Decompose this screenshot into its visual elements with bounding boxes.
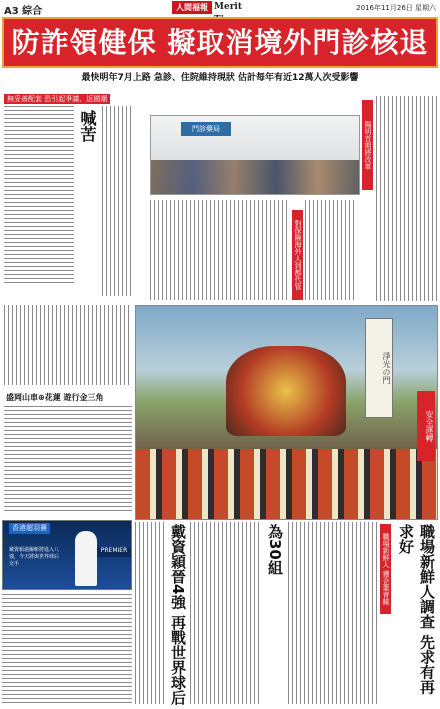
center-article-body [150,200,290,300]
parade-crowd [136,449,437,519]
crowd-image [151,160,359,194]
section-label: A3 綜合 [4,6,43,17]
tennis-banner: PREMIER [97,547,131,557]
right-article-tag: 陽明首期將改革 [362,100,373,190]
tennis-article-body-2 [135,522,165,704]
festival-float [226,346,346,436]
headline-banner [2,17,438,68]
center-subtitle-tag: 對保險海外人到都代管 [292,210,303,300]
pharmacy-sign: 門診藥局 [181,122,231,136]
newspaper-logo: 人間福報 [172,1,212,14]
tennis-player [75,531,97,586]
job-article-body [288,522,378,704]
safety-banner: 安全運轉 [417,391,435,461]
tennis-article-body [2,594,132,704]
clinic-photo [150,115,360,195]
job-tag: 職場新鮮人 獲企業青睞 [380,524,391,614]
tennis-photo-caption: 戴資穎過關斬將進入八強，今天將與世界球后交手 [9,547,60,567]
left-article-title: 喊苦 [78,110,97,142]
left-article-tag: 無妥善配套 恐引起爭議、返國潮 [4,94,110,104]
main-headline: 防詐領健保 擬取消境外門診核退 [11,26,429,59]
left-article-body-2 [102,106,132,296]
issue-date: 2016年11月26日 星期六 [356,4,436,12]
tennis-photo [2,520,132,590]
masthead [172,1,264,14]
temple-sign: 淨光の門 [365,318,393,418]
center-article-body-2 [305,200,357,300]
parade-photo [135,305,438,520]
page-header [0,0,440,16]
invoice-headline: 為30組 [266,524,284,575]
subheadline: 最快明年7月上路 急診、住院維持現狀 估計每年有近12萬人次受影響 [81,73,359,83]
invoice-article-body [190,522,262,704]
tennis-headline: 戴資穎晉4強 再戰世界球后 [169,524,187,705]
left-article-body [4,106,74,286]
newspaper-english-name: Merit [214,2,243,12]
left-article-body-3 [4,305,132,385]
right-article-body [376,96,438,301]
parade-article-body [4,406,132,514]
tennis-tag: 香港超羽賽 [9,523,50,534]
parade-caption: 盛岡山車⊕花蓮 遊行金三角 [6,393,104,402]
job-headline: 職場新鮮人調查 先求有再求好 [397,524,436,695]
